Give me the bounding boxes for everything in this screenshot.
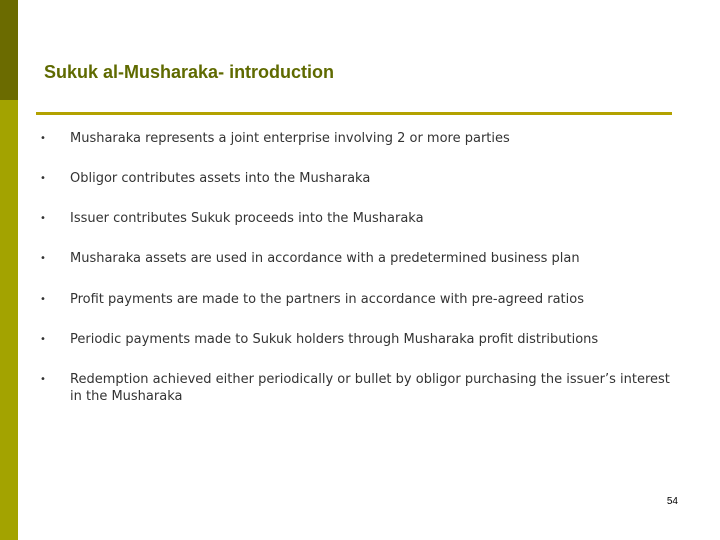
bullet-dot: • bbox=[40, 173, 46, 184]
bullet-dot: • bbox=[40, 253, 46, 264]
bullet-dot: • bbox=[40, 334, 46, 345]
bullet-dot: • bbox=[40, 213, 46, 224]
bullet-dot: • bbox=[40, 374, 46, 385]
bullet-dot: • bbox=[40, 133, 46, 144]
bullet-text: Periodic payments made to Sukuk holders through Musharaka profit distributions bbox=[70, 332, 599, 347]
sidebar-accent-light bbox=[0, 100, 18, 540]
bullet-text: Musharaka represents a joint enterprise involving 2 or more parties bbox=[70, 131, 510, 146]
sidebar-accent-dark bbox=[0, 0, 18, 100]
bullet-text: Profit payments are made to the partners in accordance with pre-agreed ratios bbox=[70, 292, 584, 307]
slide-title: Sukuk al-Musharaka- introduction bbox=[44, 62, 335, 82]
page-number: 54 bbox=[666, 496, 678, 507]
bullet-text: Issuer contributes Sukuk proceeds into the Musharaka bbox=[70, 211, 424, 226]
bullet-text: Musharaka assets are used in accordance with a predetermined business plan bbox=[70, 251, 580, 266]
bullet-text: Redemption achieved either periodically or bullet by obligor purchasing the issuer’s interest in the Musharaka bbox=[70, 372, 670, 404]
title-divider bbox=[36, 112, 672, 115]
bullet-dot: • bbox=[40, 294, 46, 305]
bullet-text: Obligor contributes assets into the Musharaka bbox=[70, 171, 371, 186]
